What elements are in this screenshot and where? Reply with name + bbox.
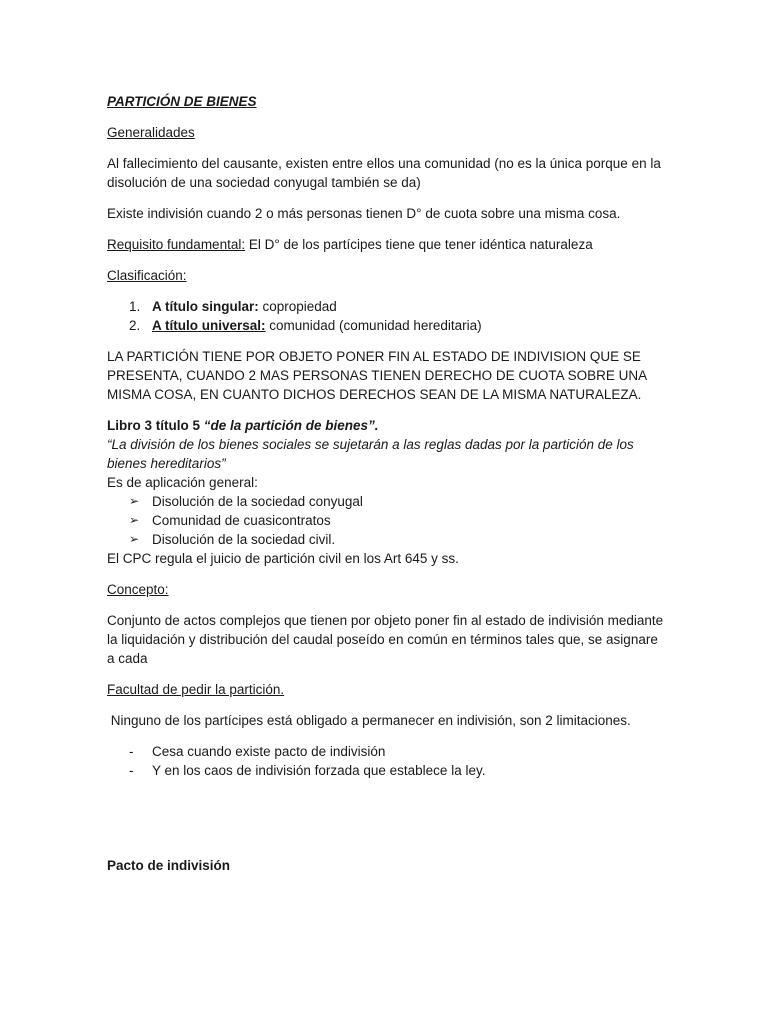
arrow-bullet-icon: ➢ (129, 532, 140, 546)
paragraph-indivision: Existe indivisión cuando 2 o más personas tienen D° de cuota sobre una misma cosa. (107, 206, 621, 221)
item-text: copropiedad (258, 299, 337, 314)
list-number: 2. (129, 318, 141, 333)
item-label: A título singular: (152, 299, 259, 314)
requisito-label: Requisito fundamental: (107, 237, 246, 252)
list-item: - Y en los caos de indivisión forzada que establece la ley. (129, 763, 486, 778)
libro-quote: “La división de los bienes sociales se sujetarán a las reglas dadas por la partición de los bienes hereditarios” (107, 437, 634, 471)
libro-heading-italic: “de la partición de bienes”. (203, 418, 379, 433)
heading-clasificacion: Clasificación: (107, 268, 187, 283)
list-item: ➢ Disolución de la sociedad civil. (129, 532, 336, 547)
paragraph-facultad: Ninguno de los partícipes está obligado a permanecer en indivisión, son 2 limitaciones. (107, 713, 631, 728)
heading-pacto: Pacto de indivisión (107, 858, 231, 873)
paragraph-cpc: El CPC regula el juicio de partición civil en los Art 645 y ss. (107, 551, 459, 566)
libro-intro: Es de aplicación general: (107, 475, 258, 490)
dash-bullet-icon: - (129, 744, 134, 759)
heading-libro (107, 416, 667, 435)
list-item (107, 297, 667, 316)
paragraph-fallecimiento: Al fallecimiento del causante, existen entre ellos una comunidad (no es la única porque en la disolución de una sociedad conyugal también se da) (107, 156, 661, 190)
arrow-bullet-icon: ➢ (129, 494, 140, 508)
limitaciones-list (107, 742, 667, 780)
clasificacion-list (107, 297, 667, 335)
list-number: 1. (129, 299, 141, 314)
libro-heading-plain: Libro 3 título 5 (107, 418, 204, 433)
list-item: ➢ Disolución de la sociedad conyugal (129, 494, 363, 509)
heading-generalidades: Generalidades (107, 125, 195, 140)
arrow-bullet-icon: ➢ (129, 513, 140, 527)
document-body (107, 92, 667, 875)
paragraph-requisito (107, 235, 667, 254)
list-item (107, 316, 667, 335)
list-item: ➢ Comunidad de cuasicontratos (129, 513, 331, 528)
aplicacion-list (107, 492, 667, 549)
list-item: - Cesa cuando existe pacto de indivisión (129, 744, 386, 759)
dash-bullet-icon: - (129, 763, 134, 778)
item-text: comunidad (comunidad hereditaria) (265, 318, 482, 333)
requisito-text: El D° de los partícipes tiene que tener idéntica naturaleza (245, 237, 593, 252)
document-title: PARTICIÓN DE BIENES (107, 94, 257, 109)
paragraph-concepto: Conjunto de actos complejos que tienen por objeto poner fin al estado de indivisión mediante la liquidación y distribución del caudal poseído en común en términos tales que, se asignare a cada (107, 613, 664, 666)
paragraph-caps: LA PARTICIÓN TIENE POR OBJETO PONER FIN AL ESTADO DE INDIVISION QUE SE PRESENTA, CUANDO 2 MAS PERSONAS TIENEN DERECHO DE CUOTA SOBRE UNA MISMA COSA, EN CUANTO DICHOS DERECHOS SEAN DE LA MISMA NATURALEZA. (107, 349, 647, 402)
heading-concepto: Concepto: (107, 582, 169, 597)
heading-facultad: Facultad de pedir la partición. (107, 682, 285, 697)
item-label: A título universal: (152, 318, 266, 333)
